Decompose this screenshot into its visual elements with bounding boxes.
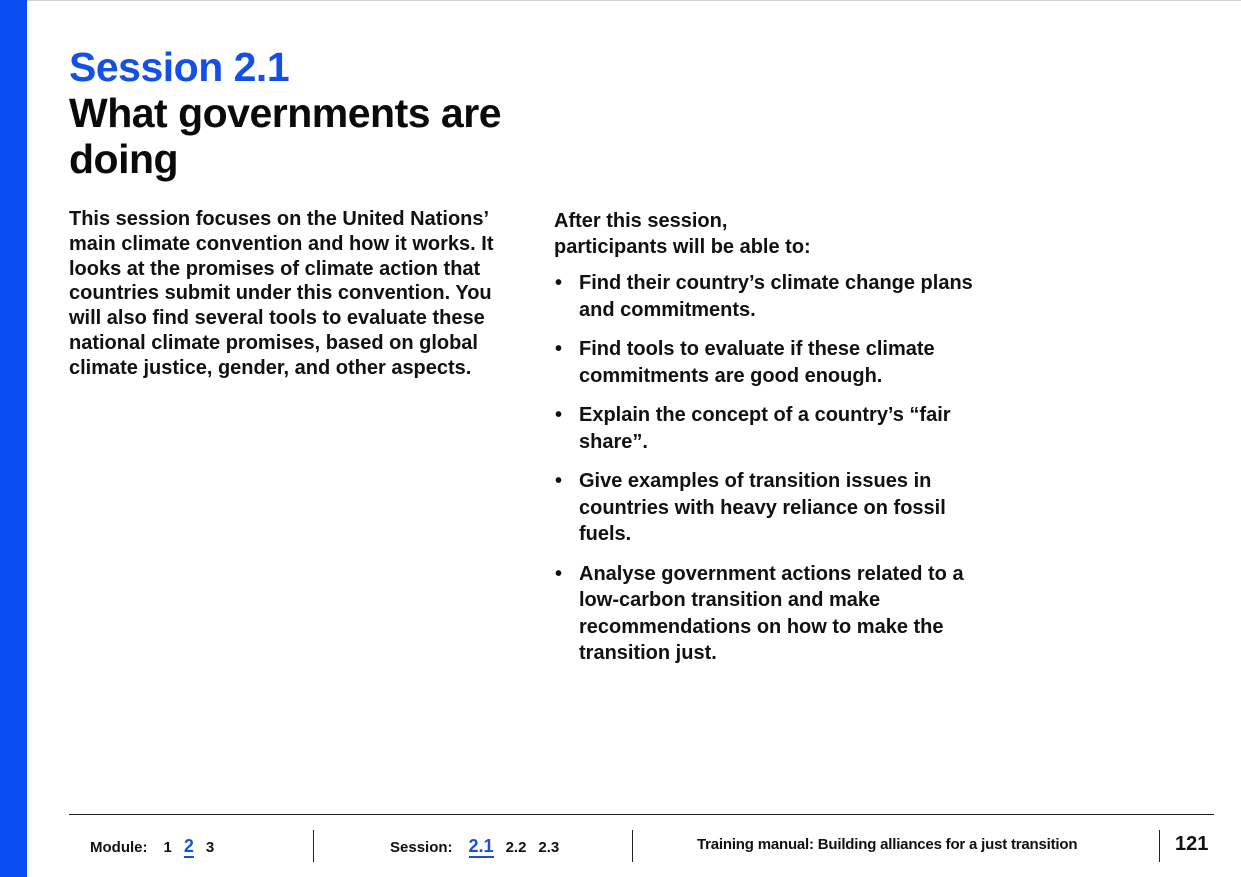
bullet-icon: •: [555, 404, 563, 426]
footer-divider: [1159, 830, 1160, 862]
page-number: 121: [1175, 833, 1209, 855]
manual-title: Training manual: Building alliances for a just transition: [697, 836, 1078, 853]
module-link-3[interactable]: 3: [205, 839, 215, 856]
session-link-2-3[interactable]: 2.3: [538, 839, 560, 856]
learning-objectives: [554, 208, 994, 680]
list-item-text: Find tools to evaluate if these climate commitments are good enough.: [579, 338, 935, 387]
left-accent-bar: [0, 0, 27, 877]
top-rule: [0, 0, 1241, 1]
bullet-icon: •: [555, 338, 563, 360]
session-link-2-1[interactable]: 2.1: [468, 836, 494, 856]
module-link-2[interactable]: 2: [183, 836, 194, 856]
list-item: [554, 561, 994, 667]
session-link-2-2[interactable]: 2.2: [505, 839, 527, 856]
module-nav: [90, 836, 226, 858]
objectives-heading-line2: participants will be able to:: [554, 236, 811, 258]
page-title: What governments are doing: [69, 90, 501, 182]
objectives-list: [554, 270, 994, 667]
bullet-icon: •: [555, 470, 563, 492]
bullet-icon: •: [555, 272, 563, 294]
session-label: Session:: [390, 839, 453, 856]
list-item-text: Explain the concept of a country’s “fair share”.: [579, 404, 951, 453]
footer-divider: [632, 830, 633, 862]
module-label: Module:: [90, 839, 148, 856]
footer-rule: [69, 814, 1214, 815]
bullet-icon: •: [555, 562, 563, 585]
objectives-heading: [554, 208, 994, 260]
list-item: [554, 336, 994, 389]
intro-paragraph: This session focuses on the United Nations’ main climate convention and how it works. It looks at the promises of climate action that countries submit under this convention. You will also find several tools to evaluate these national climate promises, based on global climate justice, gender, and other aspects.: [69, 208, 494, 379]
module-link-1[interactable]: 1: [163, 839, 172, 856]
list-item: [554, 270, 994, 323]
session-number: Session 2.1: [69, 44, 290, 90]
list-item-text: Give examples of transition issues in countries with heavy reliance on fossil fuels.: [579, 470, 946, 545]
list-item: [554, 468, 994, 548]
footer-divider: [313, 830, 314, 862]
session-nav: [390, 836, 571, 858]
objectives-heading-line1: After this session,: [554, 210, 728, 232]
list-item-text: Find their country’s climate change plans and commitments.: [579, 272, 973, 321]
list-item-text: Analyse government actions related to a low-carbon transition and make recommendations on how to make the transition just.: [579, 562, 964, 664]
list-item: [554, 402, 994, 455]
